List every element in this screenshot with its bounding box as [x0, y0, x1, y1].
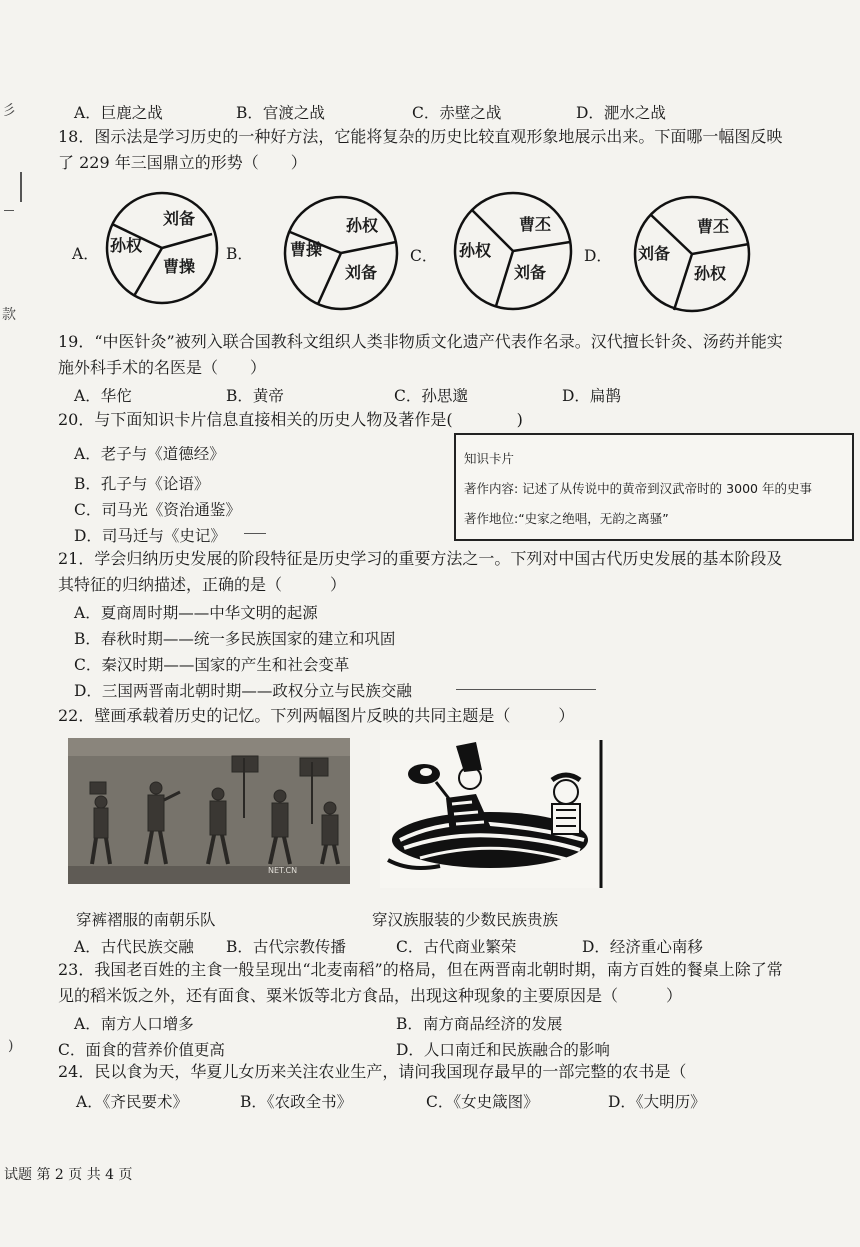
page-footer: 试题 第 2 页 共 4 页 [4, 1167, 133, 1183]
q18-diagram-d-label-1: 曹丕 [697, 217, 730, 236]
q21-option-a: A．夏商周时期——中华文明的起源 [74, 604, 318, 622]
mural-figures [68, 738, 350, 884]
q22-option-c: C．古代商业繁荣 [396, 938, 517, 956]
q20-stem: 20．与下面知识卡片信息直接相关的历史人物及著作是( ) [58, 410, 523, 429]
q18-stem-line1: 18．图示法是学习历史的一种好方法，它能将复杂的历史比较直观形象地展示出来。下面哪一幅图反映 [58, 127, 783, 146]
q18-diagram-c-label-2: 孙权 [459, 241, 492, 260]
q20-option-b: B．孔子与《论语》 [74, 475, 210, 493]
knowledge-card [454, 433, 854, 541]
margin-line [4, 210, 14, 211]
q18-diagram-a-label-2: 孙权 [110, 236, 143, 255]
q21-option-c: C．秦汉时期——国家的产生和社会变革 [74, 656, 350, 674]
q19-option-a: A．华佗 [74, 387, 132, 405]
margin-line [20, 172, 22, 202]
q21-stem-line1: 21．学会归纳历史发展的阶段特征是历史学习的重要方法之一。下列对中国古代历史发展的基本阶段及 [58, 549, 783, 568]
watermark-text: NET.CN [268, 866, 298, 875]
q24-stem: 24．民以食为天，华夏儿女历来关注农业生产，请问我国现存最早的一部完整的农书是（ [58, 1062, 687, 1081]
q23-option-c: C．面食的营养价值更高 [58, 1041, 225, 1059]
q22-option-d: D．经济重心南移 [582, 938, 703, 956]
q18-diagram-letter-a: A． [72, 245, 99, 263]
q18-diagram-c-label-3: 刘备 [514, 263, 547, 282]
q17-option-b: B．官渡之战 [236, 104, 325, 122]
knowledge-card-line1: 著作内容: 记述了从传说中的黄帝到汉武帝时的 3000 年的史事 [464, 481, 812, 496]
q23-stem-line2: 见的稻米饭之外，还有面食、粟米饭等北方食品，出现这种现象的主要原因是（ ） [58, 986, 683, 1005]
q18-diagram-c-label-1: 曹丕 [519, 215, 552, 234]
q18-diagram-letter-d: D． [584, 247, 612, 265]
knowledge-card-title: 知识卡片 [464, 451, 515, 466]
q22-caption-right: 穿汉族服装的少数民族贵族 [372, 911, 559, 929]
q18-stem-line2: 了 229 年三国鼎立的形势（ ） [58, 153, 307, 172]
q17-option-c: C．赤壁之战 [412, 104, 502, 122]
ink-drawing-picture [380, 740, 606, 888]
margin-mark: 款 [2, 307, 16, 323]
q18-diagram-d-label-3: 孙权 [694, 264, 727, 283]
q23-stem-line1: 23．我国老百姓的主食一般呈现出“北麦南稻”的格局，但在两晋南北朝时期，南方百姓的餐桌上除了常 [58, 960, 783, 979]
q19-option-b: B．黄帝 [226, 387, 284, 405]
q22-stem: 22．壁画承载着历史的记忆。下列两幅图片反映的共同主题是（ ） [58, 706, 575, 725]
q19-stem-line2: 施外科手术的名医是（ ） [58, 358, 267, 377]
noble-figure-drawing [380, 740, 606, 888]
q20-option-d: D．司马迁与《史记》 [74, 527, 226, 545]
q18-diagram-b-label-1: 孙权 [346, 216, 379, 235]
q18-diagram-letter-b: B． [226, 245, 253, 263]
margin-mark: ) [8, 1038, 14, 1054]
q17-option-a: A．巨鹿之战 [74, 104, 163, 122]
q23-option-a: A．南方人口增多 [74, 1015, 194, 1033]
q22-option-a: A．古代民族交融 [74, 938, 194, 956]
knowledge-card-line2: 著作地位:“史家之绝唱，无韵之离骚” [464, 511, 669, 526]
q17-option-d: D．淝水之战 [576, 104, 666, 122]
scan-line [456, 689, 596, 690]
q23-option-d: D．人口南迁和民族融合的影响 [396, 1041, 610, 1059]
q21-option-d: D．三国两晋南北朝时期——政权分立与民族交融 [74, 682, 412, 700]
q21-option-b: B．春秋时期——统一多民族国家的建立和巩固 [74, 630, 396, 648]
q18-diagram-d-label-2: 刘备 [638, 244, 671, 263]
q24-option-a: A．《齐民要术》 [76, 1093, 188, 1111]
q23-option-b: B．南方商品经济的发展 [396, 1015, 563, 1033]
q24-option-d: D．《大明历》 [608, 1093, 706, 1111]
scan-line [244, 533, 266, 534]
mural-picture-band [68, 738, 350, 884]
q24-option-c: C．《女史箴图》 [426, 1093, 539, 1111]
q21-stem-line2: 其特征的归纳描述，正确的是（ ） [58, 575, 347, 594]
q18-diagram-a-label-3: 曹操 [163, 257, 196, 276]
q19-option-d: D．扁鹊 [562, 387, 621, 405]
q18-diagram-letter-c: C． [410, 247, 438, 265]
q18-diagram-a-label-1: 刘备 [163, 209, 196, 228]
margin-mark: 彡 [2, 103, 16, 119]
q18-diagram-b-label-3: 刘备 [345, 263, 378, 282]
q19-option-c: C．孙思邈 [394, 387, 468, 405]
q18-diagram-b-label-2: 曹操 [290, 240, 323, 259]
q19-stem-line1: 19．“中医针灸”被列入联合国教科文组织人类非物质文化遗产代表作名录。汉代擅长针灸、汤药并能实 [58, 332, 783, 351]
q22-option-b: B．古代宗教传播 [226, 938, 346, 956]
q22-caption-left: 穿裤褶服的南朝乐队 [76, 911, 216, 929]
q20-option-c: C．司马光《资治通鉴》 [74, 501, 241, 519]
q24-option-b: B．《农政全书》 [240, 1093, 353, 1111]
q20-option-a: A．老子与《道德经》 [74, 445, 225, 463]
